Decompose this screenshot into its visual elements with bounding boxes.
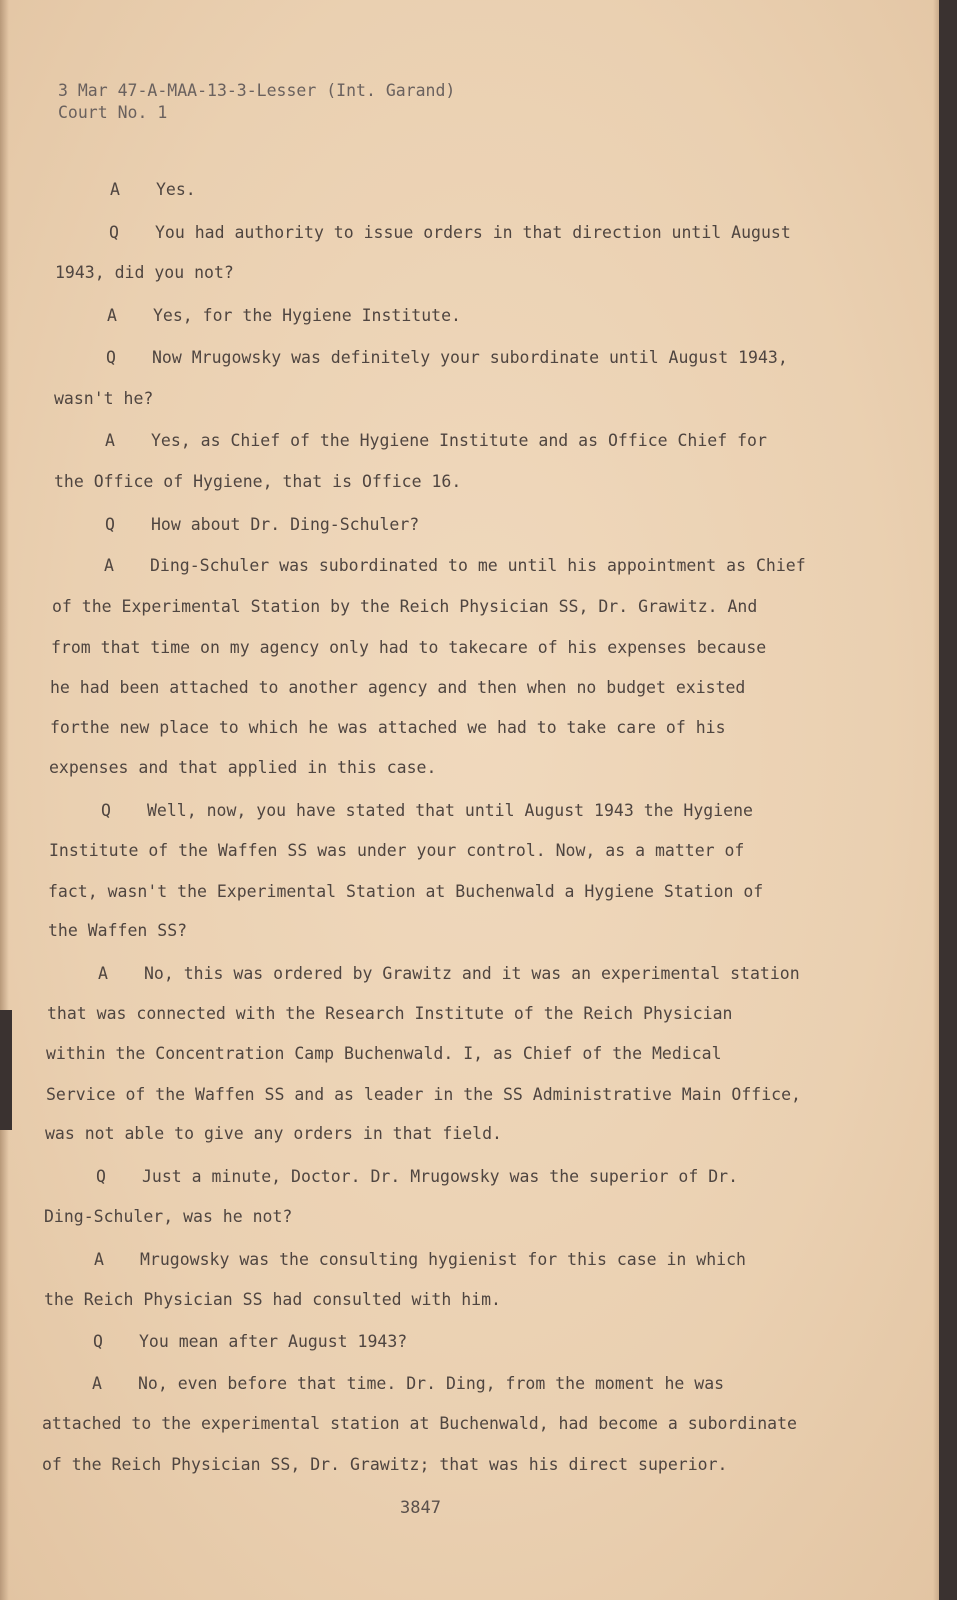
transcript-line	[49, 841, 744, 860]
line-text: No, even before that time. Dr. Ding, from the moment he was	[138, 1374, 725, 1393]
transcript-line	[46, 1044, 722, 1063]
transcript-line	[48, 921, 187, 940]
transcript-line	[44, 1290, 501, 1309]
line-text: Ding-Schuler was subordinated to me until his appointment as Chief	[150, 556, 806, 575]
line-text: he had been attached to another agency and then when no budget existed	[50, 678, 746, 697]
speaker-label: A	[98, 964, 108, 983]
line-text: Yes, for the Hygiene Institute.	[153, 306, 461, 325]
line-text: Yes, as Chief of the Hygiene Institute and as Office Chief for	[151, 431, 767, 450]
line-text: from that time on my agency only had to takecare of his expenses because	[51, 638, 767, 657]
transcript-line	[47, 1004, 732, 1023]
transcript-line	[110, 180, 196, 199]
speaker-label: A	[105, 431, 115, 450]
line-text: Now Mrugowsky was definitely your subordinate until August 1943,	[152, 348, 788, 367]
transcript-line	[105, 431, 767, 450]
speaker-label: Q	[105, 515, 115, 534]
line-text: You mean after August 1943?	[139, 1332, 408, 1351]
line-text: fact, wasn't the Experimental Station at Buchenwald a Hygiene Station of	[48, 882, 764, 901]
line-text: the Office of Hygiene, that is Office 16.	[54, 472, 462, 491]
transcript-line	[42, 1455, 727, 1474]
line-text: the Waffen SS?	[48, 921, 188, 940]
paper-edge-right	[939, 0, 957, 1600]
transcript-line	[49, 758, 436, 777]
speaker-label: Q	[109, 223, 119, 242]
line-text: Just a minute, Doctor. Dr. Mrugowsky was the superior of Dr.	[142, 1167, 739, 1186]
document-header	[58, 80, 455, 124]
line-text: Institute of the Waffen SS was under your control. Now, as a matter of	[49, 841, 745, 860]
speaker-label: A	[107, 306, 117, 325]
transcript-line	[50, 678, 745, 697]
transcript-line	[45, 1124, 502, 1143]
line-text: wasn't he?	[54, 389, 154, 408]
line-text: Yes.	[156, 180, 196, 199]
torn-edge-left	[0, 1010, 12, 1130]
transcript-line	[46, 1085, 801, 1104]
transcript-line	[106, 348, 788, 367]
header-case-line: 3 Mar 47-A-MAA-13-3-Lesser (Int. Garand)	[58, 81, 456, 100]
transcript-line	[101, 801, 753, 820]
line-text: of the Experimental Station by the Reich Physician SS, Dr. Grawitz. And	[52, 597, 758, 616]
line-text: No, this was ordered by Grawitz and it was an experimental station	[144, 964, 800, 983]
line-text: that was connected with the Research Institute of the Reich Physician	[47, 1004, 733, 1023]
transcript-line	[96, 1167, 738, 1186]
transcript-line	[107, 306, 461, 325]
speaker-label: Q	[101, 801, 111, 820]
speaker-label: Q	[96, 1167, 106, 1186]
speaker-label: A	[110, 180, 120, 199]
line-text: forthe new place to which he was attached we had to take care of his	[50, 718, 726, 737]
transcript-line	[55, 263, 234, 282]
transcript-line	[104, 556, 806, 575]
speaker-label: A	[104, 556, 114, 575]
line-text: 1943, did you not?	[55, 263, 234, 282]
line-text: Well, now, you have stated that until August 1943 the Hygiene	[147, 801, 753, 820]
line-text: expenses and that applied in this case.	[49, 758, 437, 777]
line-text: of the Reich Physician SS, Dr. Grawitz; that was his direct superior.	[42, 1455, 728, 1474]
transcript-line	[48, 882, 763, 901]
speaker-label: A	[94, 1250, 104, 1269]
transcript-line	[44, 1207, 292, 1226]
speaker-label: Q	[106, 348, 116, 367]
transcript-line	[98, 964, 800, 983]
speaker-label: A	[92, 1374, 102, 1393]
line-text: You had authority to issue orders in that direction until August	[155, 223, 791, 242]
transcript-line	[54, 389, 153, 408]
paper-edge-left	[0, 0, 9, 1600]
transcript-line	[42, 1414, 797, 1433]
transcript-line	[94, 1250, 746, 1269]
page-number: 3847	[400, 1498, 441, 1518]
transcript-line	[54, 472, 461, 491]
line-text: the Reich Physician SS had consulted with him.	[44, 1290, 501, 1309]
line-text: attached to the experimental station at Buchenwald, had become a subordinate	[42, 1414, 797, 1433]
line-text: within the Concentration Camp Buchenwald. I, as Chief of the Medical	[46, 1044, 722, 1063]
speaker-label: Q	[93, 1332, 103, 1351]
transcript-line	[109, 223, 791, 242]
line-text: Mrugowsky was the consulting hygienist for this case in which	[140, 1250, 746, 1269]
transcript-line	[92, 1374, 724, 1393]
line-text: was not able to give any orders in that field.	[45, 1124, 502, 1143]
transcript-line	[93, 1332, 407, 1351]
line-text: How about Dr. Ding-Schuler?	[151, 515, 420, 534]
transcript-line	[51, 638, 766, 657]
transcript-line	[52, 597, 757, 616]
transcript-line	[105, 515, 419, 534]
line-text: Service of the Waffen SS and as leader in the SS Administrative Main Office,	[46, 1085, 801, 1104]
header-court-line: Court No. 1	[58, 103, 168, 122]
transcript-line	[50, 718, 726, 737]
line-text: Ding-Schuler, was he not?	[44, 1207, 293, 1226]
